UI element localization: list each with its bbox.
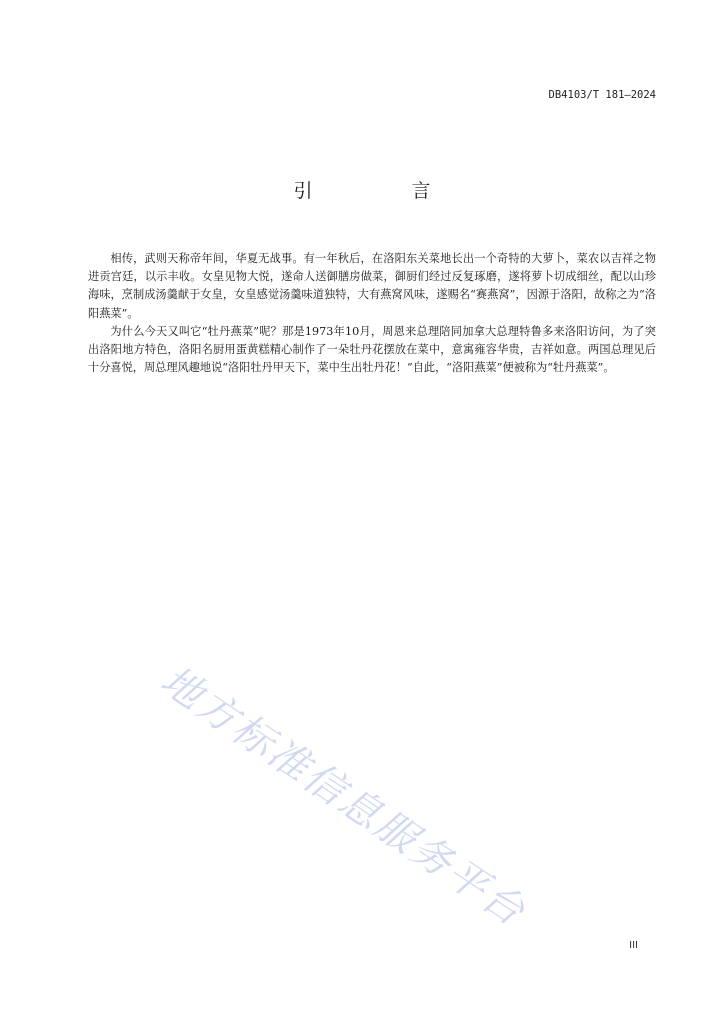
page-title: 引 言 [293, 180, 471, 202]
paragraph-2: 为什么今天又叫它“牡丹燕菜”呢？那是1973年10月，周恩来总理陪同加拿大总理特鲁多来洛阳访问，为了突出洛阳地方特色，洛阳名厨用蛋黄糕精心制作了一朵牡丹花摆放在菜中，意寓雍容华贵，吉祥如意。两国总理见后十分喜悦，周总理风趣地说“洛阳牡丹甲天下，菜中生出牡丹花！”自此，“洛阳燕菜”便被称为“牡丹燕菜”。 [88, 324, 656, 375]
document-code: DB4103/T 181—2024 [548, 89, 656, 101]
paragraph-1: 相传，武则天称帝年间，华夏无战事。有一年秋后，在洛阳东关菜地长出一个奇特的大萝卜，菜农以吉祥之物进贡宫廷，以示丰收。女皇见物大悦，遂命人送御膳房做菜，御厨们经过反复琢磨，遂将萝卜切成细丝，配以山珍海味，烹制成汤羹献于女皇，女皇感觉汤羹味道独特，大有燕窝风味，遂赐名“赛燕窝”，因源于洛阳，故称之为“洛阳燕菜”。 [88, 252, 656, 320]
page-number: III [629, 940, 638, 951]
watermark: 地方标准信息服务平台 [152, 657, 535, 937]
body-text [88, 250, 656, 377]
